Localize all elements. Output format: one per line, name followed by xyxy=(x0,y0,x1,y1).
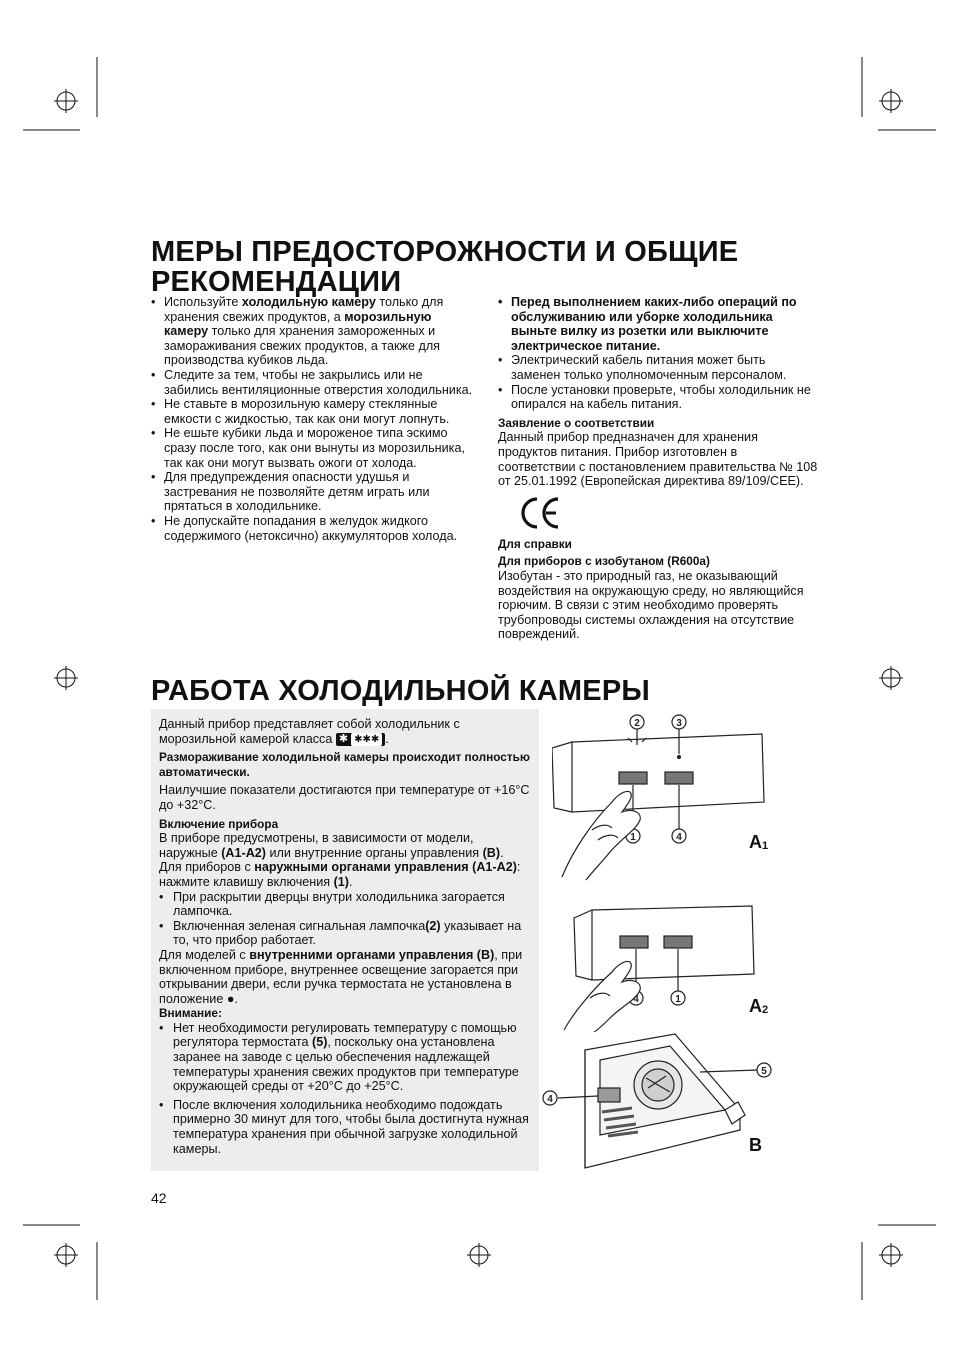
switch-on-heading: Включение прибора xyxy=(159,816,279,831)
list-item: • Не ставьте в морозильную камеру стеклянные емкости с жидкостью, так как они могут лопнуть. xyxy=(151,397,473,426)
list-item: • Нет необходимости регулировать температуру с помощью регулятора термостата (5), поскольку она установлена заранее на заводе с целью обеспечения надлежащей температуры хранения свежих продуктов при температуре окружающей среды от +20°С до +25°С. xyxy=(159,1021,531,1094)
title-line-1: МЕРЫ ПРЕДОСТОРОЖНОСТИ И ОБЩИЕ xyxy=(151,236,739,268)
list-item: • Перед выполнением каких-либо операций по обслуживанию или уборке холодильника выньте вилку из розетки или выключите электрическое питание. xyxy=(498,295,818,353)
figure-label-b: В xyxy=(749,1135,762,1155)
figure-label-a2: $А_2$ xyxy=(749,996,769,1016)
conformity-heading: Заявление о соответствии xyxy=(498,415,655,430)
best-performance-text: Наилучшие показатели достигаются при температуре от +16°С до +32°С. xyxy=(159,783,530,812)
list-item: • При раскрытии дверцы внутри холодильника загорается лампочка. xyxy=(159,890,531,919)
page-number: 42 xyxy=(151,1190,167,1206)
attention-heading: Внимание: xyxy=(159,1006,222,1021)
precautions-right-column xyxy=(498,295,818,642)
conformity-text: Данный прибор предназначен для хранения продуктов питания. Прибор изготовлен в соответствии с постановлением правительства № 108 от 25.01.1992 (Европейская директива 89/109/CEE). xyxy=(498,430,818,489)
list-item: • Используйте холодильную камеру только для хранения свежих продуктов, а морозильную камеру только для хранения замороженных и замораживания свежих продуктов, а также для производства кубиков льда. xyxy=(151,295,473,368)
freezer-class-badge: ✱ ✱✱✱ xyxy=(336,733,385,746)
list-item: • После включения холодильника необходимо подождать примерно 30 минут для того, чтобы была достигнута нужная температура хранения при обычной загрузке холодильной камеры. xyxy=(159,1098,531,1156)
callout-3: 3 xyxy=(676,718,682,729)
section-title-precautions xyxy=(151,237,851,297)
callout-4: 4 xyxy=(547,1094,553,1105)
list-item: • Не допускайте попадания в желудок жидкого содержимого (нетоксично) аккумуляторов холода. xyxy=(151,514,473,543)
figure-a2-external-controls xyxy=(552,902,782,1032)
ce-mark-icon xyxy=(498,489,818,535)
list-item: • Электрический кабель питания может быть заменен только уполномоченным персоналом. xyxy=(498,353,818,382)
list-item: • Для предупреждения опасности удушья и застревания не позволяйте детям играть или прятаться в холодильнике. xyxy=(151,470,473,514)
callout-1: 1 xyxy=(675,994,681,1005)
callout-4: 4 xyxy=(633,994,639,1005)
internal-controls-paragraph: Для моделей с внутренними органами управления (В), при включенном приборе, внутреннее освещение загорается при открывании двери, если ручка термостата не установлена в положение ●. xyxy=(159,947,523,1006)
precautions-left-column xyxy=(151,295,473,543)
figure-b-internal-controls xyxy=(540,1030,780,1170)
callout-4: 4 xyxy=(676,832,682,843)
list-item: • После установки проверьте, чтобы холодильник не опирался на кабель питания. xyxy=(498,383,818,412)
list-item: • Включенная зеленая сигнальная лампочка(2) указывает на то, что прибор работает. xyxy=(159,919,531,948)
reference-heading: Для справки xyxy=(498,536,572,551)
figure-a1-external-controls xyxy=(552,712,782,882)
defrost-text: Размораживание холодильной камеры происходит полностью автоматически. xyxy=(159,750,530,779)
external-controls-paragraph: Для приборов с наружными органами управления (А1-А2): нажмите клавишу включения (1). xyxy=(159,860,521,889)
isobutane-heading: Для приборов с изобутаном (R600a) xyxy=(498,554,710,569)
controls-paragraph: В приборе предусмотрены, в зависимости от модели, наружные (А1-А2) или внутренние органы управления (В). xyxy=(159,831,504,860)
callout-5: 5 xyxy=(761,1066,767,1077)
fridge-operation-text xyxy=(159,717,531,1156)
callout-2: 2 xyxy=(634,718,640,729)
list-item: • Следите за тем, чтобы не закрылись или не забились вентиляционные отверстия холодильника. xyxy=(151,368,473,397)
list-item: • Не ешьте кубики льда и мороженое типа эскимо сразу после того, как они вынуты из морозильника, так как они могут вызвать ожоги от холода. xyxy=(151,426,473,470)
intro-text: Данный прибор представляет собой холодильник с морозильной камерой класса ✱ ✱✱✱ . xyxy=(159,717,460,746)
figure-label-a1: $А_1$ xyxy=(749,832,769,852)
title-line-2: РЕКОМЕНДАЦИИ xyxy=(151,266,402,298)
section-title-fridge-operation: РАБОТА ХОЛОДИЛЬНОЙ КАМЕРЫ xyxy=(151,675,650,707)
isobutane-text: Изобутан - это природный газ, не оказывающий воздействия на окружающую среду, но являющийся горючим. В связи с этим необходимо проверять трубопроводы системы охлаждения на отсутствие повреждений. xyxy=(498,568,804,642)
callout-1: 1 xyxy=(630,832,636,843)
